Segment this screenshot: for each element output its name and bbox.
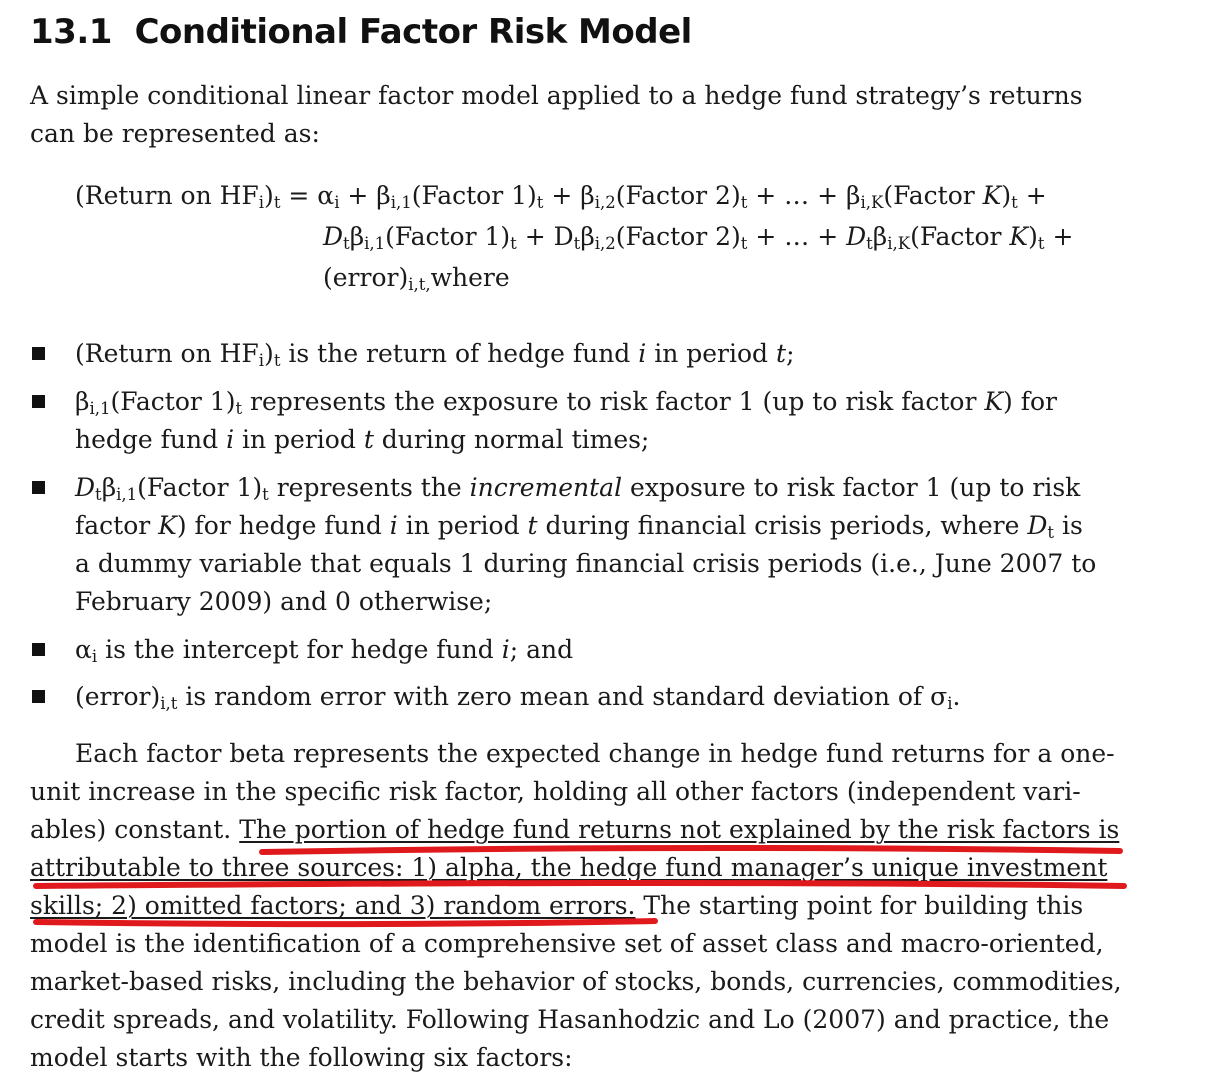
bullet-text: during normal times;: [373, 425, 650, 454]
closing-line-2: unit increase in the specific risk factor, holding all other factors (independent vari-: [30, 777, 1081, 806]
eq-sub: t: [343, 234, 350, 254]
bullet-text: in period: [646, 339, 777, 368]
eq-var: K: [1009, 222, 1029, 251]
red-underline-stroke-3: [36, 921, 655, 924]
eq-text: where: [430, 263, 510, 292]
eq-sub: i,2: [594, 193, 616, 213]
bullet-sub: i,t: [160, 694, 178, 714]
eq-text: β: [872, 222, 888, 251]
bullet-sub: t: [262, 485, 269, 505]
bullet-sub: i: [91, 647, 98, 667]
bullet-text: represents the: [268, 473, 470, 502]
eq-sub: i,K: [860, 193, 884, 213]
eq-sub: i,K: [887, 234, 911, 254]
eq-text: + β: [543, 181, 595, 210]
bullet-sub: i: [947, 694, 953, 714]
eq-text: (Factor: [883, 181, 983, 210]
bullet-text: hedge fund: [75, 425, 227, 454]
closing-line-9: model starts with the following six factors:: [30, 1043, 573, 1072]
eq-text: + D: [516, 222, 574, 251]
eq-text: (Factor 2): [615, 222, 741, 251]
bullet-text: α: [75, 635, 92, 664]
eq-text: + … +: [747, 222, 847, 251]
bullet-sub: i,1: [116, 485, 138, 505]
bullet-text: is: [1054, 511, 1083, 540]
bullet-var: K: [158, 511, 177, 540]
bullet-text: during financial crisis periods, where: [537, 511, 1028, 540]
bullet-text: β: [101, 473, 117, 502]
bullet-text: (Factor 1): [137, 473, 263, 502]
bullet-var: i: [501, 635, 510, 664]
bullet-text: ) for hedge fund: [176, 511, 390, 540]
bullet-text: ) for: [1003, 387, 1057, 416]
eq-text: ): [1001, 181, 1012, 210]
eq-var: D: [323, 222, 344, 251]
eq-text: β: [349, 222, 365, 251]
eq-text: ): [1028, 222, 1038, 251]
eq-text: + … + β: [747, 181, 861, 210]
eq-sub: i,1: [390, 193, 412, 213]
bullet-var: i: [638, 339, 647, 368]
bullet-text: (error): [75, 682, 161, 711]
closing-text: ables) constant.: [30, 815, 240, 844]
eq-text: ): [264, 181, 274, 210]
bullet-text: exposure to risk factor 1 (up to risk: [622, 473, 1081, 502]
bullet-text: (Return on HF: [75, 339, 259, 368]
bullet-sub: t: [1047, 523, 1055, 543]
eq-text: + β: [339, 181, 391, 210]
eq-sub: t: [510, 234, 517, 254]
eq-sub: i: [334, 193, 340, 213]
bullet-sub: t: [95, 485, 102, 505]
eq-text: +: [1017, 181, 1047, 210]
eq-text: (error): [323, 263, 409, 292]
bullet-text: is the return of hedge fund: [280, 339, 639, 368]
eq-text: (Factor: [910, 222, 1010, 251]
eq-sub: t: [536, 193, 544, 213]
bullet-var: D: [1027, 511, 1048, 540]
red-underline-stroke-1: [262, 848, 1120, 852]
bullet-text: is random error with zero mean and standard deviation of σ: [177, 682, 948, 711]
bullet-text: β: [75, 387, 90, 416]
bullet-sub: t: [235, 399, 243, 419]
eq-text: (Factor 2): [615, 181, 741, 210]
eq-sub: t: [1037, 234, 1045, 254]
intro-line-1: A simple conditional linear factor model applied to a hedge fund strategy’s returns: [30, 81, 1083, 110]
eq-sub: i: [258, 193, 265, 213]
section-number: 13.1: [30, 12, 112, 52]
eq-text: +: [1044, 222, 1074, 251]
eq-sub: t: [866, 234, 873, 254]
section-title: Conditional Factor Risk Model: [134, 12, 692, 52]
eq-sub: t: [1011, 193, 1018, 213]
closing-line-1: Each factor beta represents the expected change in hedge fund returns for a one-: [75, 739, 1115, 768]
intro-line-2: can be represented as:: [30, 119, 320, 148]
eq-sub: t: [273, 193, 281, 213]
bullet-sub: i,1: [89, 399, 111, 419]
bullet-var: i: [389, 511, 398, 540]
underlined-text: skills; 2) omitted factors; and 3) random errors.: [30, 891, 636, 920]
bullet-var: D: [75, 473, 96, 502]
bullet-3-line-4: February 2009) and 0 otherwise;: [75, 587, 493, 616]
eq-sub: t: [740, 193, 748, 213]
closing-line-6: model is the identification of a comprehensive set of asset class and macro-oriented,: [30, 929, 1104, 958]
closing-line-4: attributable to three sources: 1) alpha, the hedge fund manager’s unique investment: [30, 853, 1108, 882]
closing-text: The starting point for building this: [635, 891, 1084, 920]
bullet-var: t: [527, 511, 538, 540]
bullet-text: .: [952, 682, 961, 711]
eq-text: (Factor 1): [385, 222, 511, 251]
eq-sub: i,t,: [408, 275, 431, 295]
closing-line-8: credit spreads, and volatility. Following Hasanhodzic and Lo (2007) and practice, the: [30, 1005, 1110, 1034]
bullet-var: t: [363, 425, 374, 454]
eq-text: (Return on HF: [75, 181, 259, 210]
bullet-text: ): [264, 339, 274, 368]
bullet-sub: t: [273, 351, 281, 371]
bullet-3-line-3: a dummy variable that equals 1 during financial crisis periods (i.e., June 2007 to: [75, 549, 1097, 578]
eq-var: D: [846, 222, 867, 251]
bullet-var: K: [984, 387, 1004, 416]
eq-sub: i,1: [364, 234, 386, 254]
eq-var: K: [982, 181, 1002, 210]
eq-text: (Factor 1): [411, 181, 537, 210]
bullet-sub: i: [258, 351, 265, 371]
eq-text: β: [580, 222, 595, 251]
closing-line-7: market-based risks, including the behavior of stocks, bonds, currencies, commodities,: [30, 967, 1122, 996]
bullet-text: represents the exposure to risk factor 1 (up to risk factor: [242, 387, 985, 416]
bullet-var: i: [226, 425, 235, 454]
underlined-text: The portion of hedge fund returns not explained by the risk factors is: [239, 815, 1120, 844]
bullet-text: (Factor 1): [110, 387, 236, 416]
bullet-emphasis: incremental: [469, 473, 623, 502]
bullet-text: ; and: [509, 635, 574, 664]
eq-sub: t: [573, 234, 581, 254]
bullet-var: t: [776, 339, 787, 368]
eq-sub: i,2: [594, 234, 616, 254]
bullet-text: in period: [397, 511, 528, 540]
bullet-text: ;: [786, 339, 795, 368]
bullet-text: in period: [234, 425, 364, 454]
eq-sub: t: [740, 234, 748, 254]
eq-text: = α: [280, 181, 335, 210]
bullet-text: is the intercept for hedge fund: [97, 635, 502, 664]
red-underline-stroke-2: [36, 883, 1124, 886]
bullet-text: factor: [75, 511, 159, 540]
